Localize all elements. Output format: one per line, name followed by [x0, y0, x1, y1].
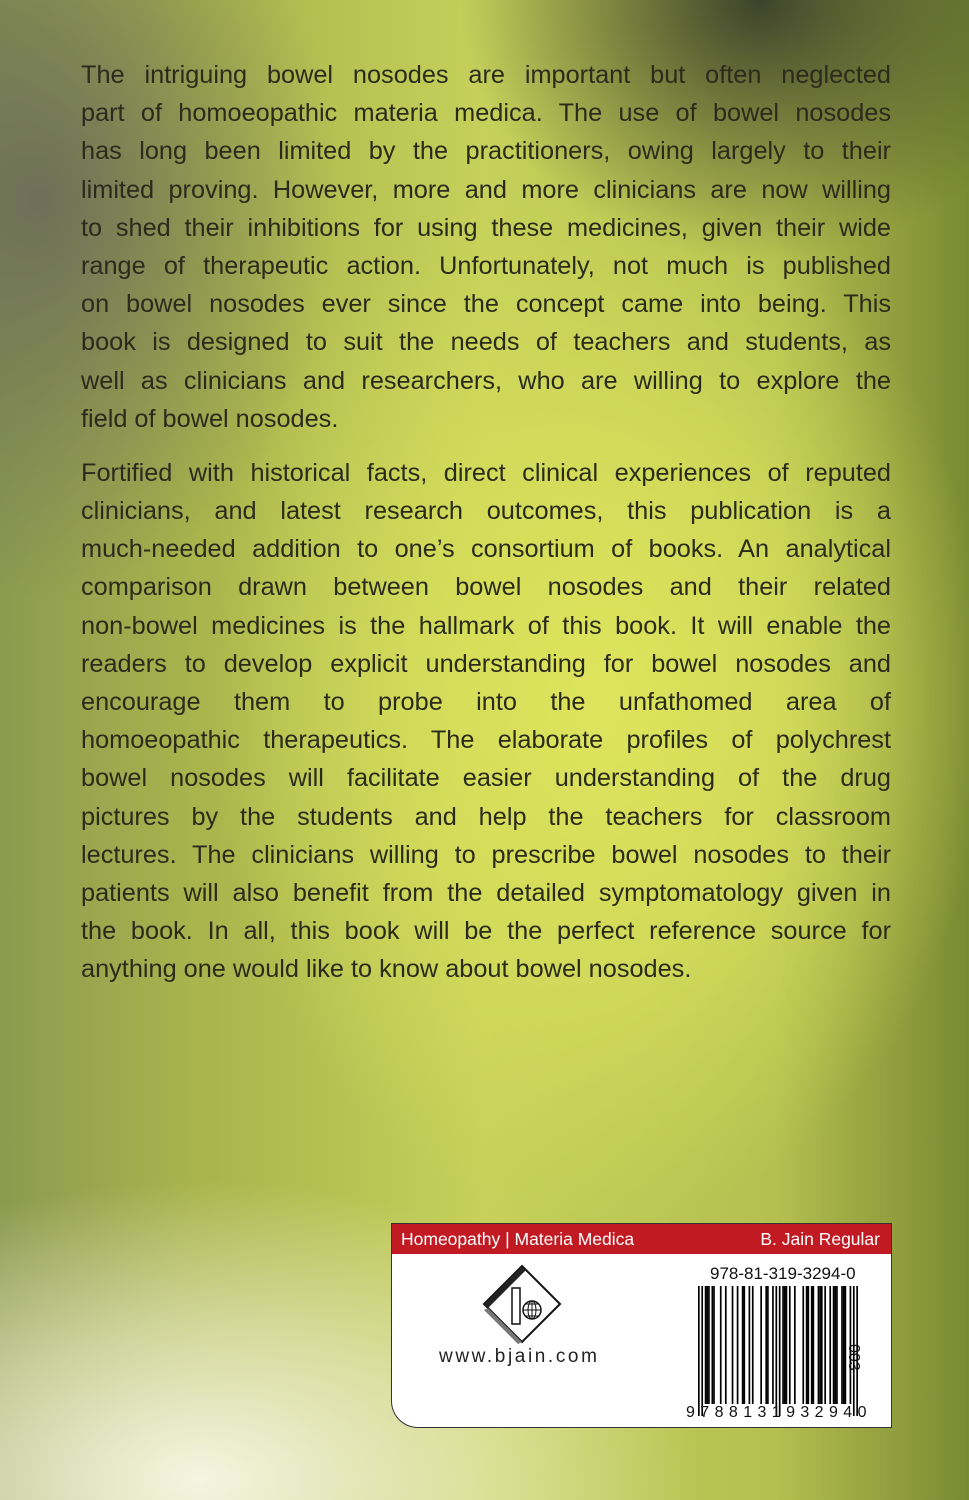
barcode-bar	[775, 1286, 777, 1416]
text-line: range of therapeutic action. Unfortunately, not much is published	[81, 251, 891, 280]
barcode-bar	[841, 1286, 843, 1404]
text-line: well as clinicians and researchers, who are willing to explore the	[81, 366, 891, 395]
barcode-bar	[784, 1286, 786, 1404]
barcode-bar	[711, 1286, 713, 1404]
barcode-bar	[821, 1286, 823, 1404]
barcode-bar	[752, 1286, 754, 1404]
text-line: readers to develop explicit understanding for bowel nosodes and	[81, 649, 891, 678]
barcode-bar	[807, 1286, 809, 1404]
barcode-bar	[725, 1286, 727, 1404]
barcode	[698, 1286, 858, 1416]
category-text: Homeopathy | Materia Medica	[401, 1228, 635, 1249]
text-line: on bowel nosodes ever since the concept came into being. This	[81, 290, 891, 319]
paragraph	[81, 56, 891, 438]
barcode-bar	[824, 1286, 826, 1404]
barcode-bar	[713, 1286, 715, 1404]
barcode-bar	[794, 1286, 796, 1404]
barcode-bar	[701, 1286, 703, 1416]
barcode-bar	[789, 1286, 791, 1404]
text-line: book is designed to suit the needs of teachers and students, as	[81, 328, 891, 357]
text-line: encourage them to probe into the unfathomed area of	[81, 688, 891, 716]
text-line: limited proving. However, more and more clinicians are now willing	[81, 175, 891, 204]
barcode-bar	[706, 1286, 708, 1404]
text-line: pictures by the students and help the teachers for classroom	[81, 802, 891, 831]
series-text: B. Jain Regular	[760, 1228, 880, 1249]
barcode-bar	[767, 1286, 769, 1404]
barcode-bar	[760, 1286, 762, 1404]
barcode-bar	[818, 1286, 820, 1404]
barcode-addon: 003	[845, 1344, 862, 1371]
barcode-bar	[743, 1286, 745, 1404]
barcode-bar	[749, 1286, 751, 1404]
text-line: The intriguing bowel nosodes are important but often neglected	[81, 61, 891, 89]
text-line: clinicians, and latest research outcomes, this publication is a	[81, 497, 891, 526]
publisher-website: www.bjain.com	[439, 1346, 600, 1367]
barcode-bar	[806, 1286, 808, 1404]
barcode-bar	[708, 1286, 710, 1404]
text-line: to shed their inhibitions for using these medicines, given their wide	[81, 213, 891, 242]
text-line: patients will also benefit from the detailed symptomatology given in	[81, 878, 891, 907]
barcode-bar	[829, 1286, 831, 1404]
barcode-bar	[698, 1286, 700, 1416]
text-line: field of bowel nosodes.	[81, 404, 339, 433]
barcode-bar	[802, 1286, 804, 1404]
barcode-bar	[834, 1286, 836, 1404]
text-line: non-bowel medicines is the hallmark of this book. It will enable the	[81, 611, 891, 640]
text-line: has long been limited by the practitioners, owing largely to their	[81, 137, 891, 166]
barcode-bar	[836, 1286, 838, 1404]
text-line: much-needed addition to one’s consortium of books. An analytical	[81, 535, 891, 564]
back-cover-blurb	[81, 56, 891, 1005]
text-line: the book. In all, this book will be the perfect reference source for	[81, 917, 891, 946]
paragraph	[81, 454, 891, 989]
text-line: Fortified with historical facts, direct clinical experiences of reputed	[81, 458, 891, 487]
barcode-bar	[705, 1286, 707, 1404]
category-band	[392, 1224, 891, 1254]
text-line: homoeopathic therapeutics. The elaborate profiles of polychrest	[81, 726, 891, 755]
barcode-bar	[782, 1286, 784, 1404]
barcode-bar	[811, 1286, 813, 1404]
barcode-bar	[720, 1286, 722, 1404]
text-line: lectures. The clinicians willing to prescribe bowel nosodes to their	[81, 840, 891, 869]
barcode-bar	[737, 1286, 739, 1404]
publisher-logo-icon	[482, 1264, 562, 1349]
barcode-bar	[813, 1286, 815, 1404]
barcode-digits: 9788131932940	[686, 1404, 872, 1421]
barcode-bar	[779, 1286, 781, 1416]
barcode-bar	[765, 1286, 767, 1404]
barcode-bar	[833, 1286, 835, 1404]
text-line: anything one would like to know about bowel nosodes.	[81, 955, 692, 984]
publisher-label-box	[392, 1224, 891, 1427]
text-line: comparison drawn between bowel nosodes and their related	[81, 573, 891, 602]
barcode-bar	[742, 1286, 744, 1404]
barcode-bar	[786, 1286, 788, 1404]
text-line: part of homoeopathic materia medica. The use of bowel nosodes	[81, 99, 891, 128]
isbn-text: 978-81-319-3294-0	[710, 1264, 856, 1283]
barcode-bar	[772, 1286, 774, 1404]
text-line: bowel nosodes will facilitate easier understanding of the drug	[81, 764, 891, 793]
barcode-bar	[732, 1286, 734, 1404]
barcode-bar	[819, 1286, 821, 1404]
